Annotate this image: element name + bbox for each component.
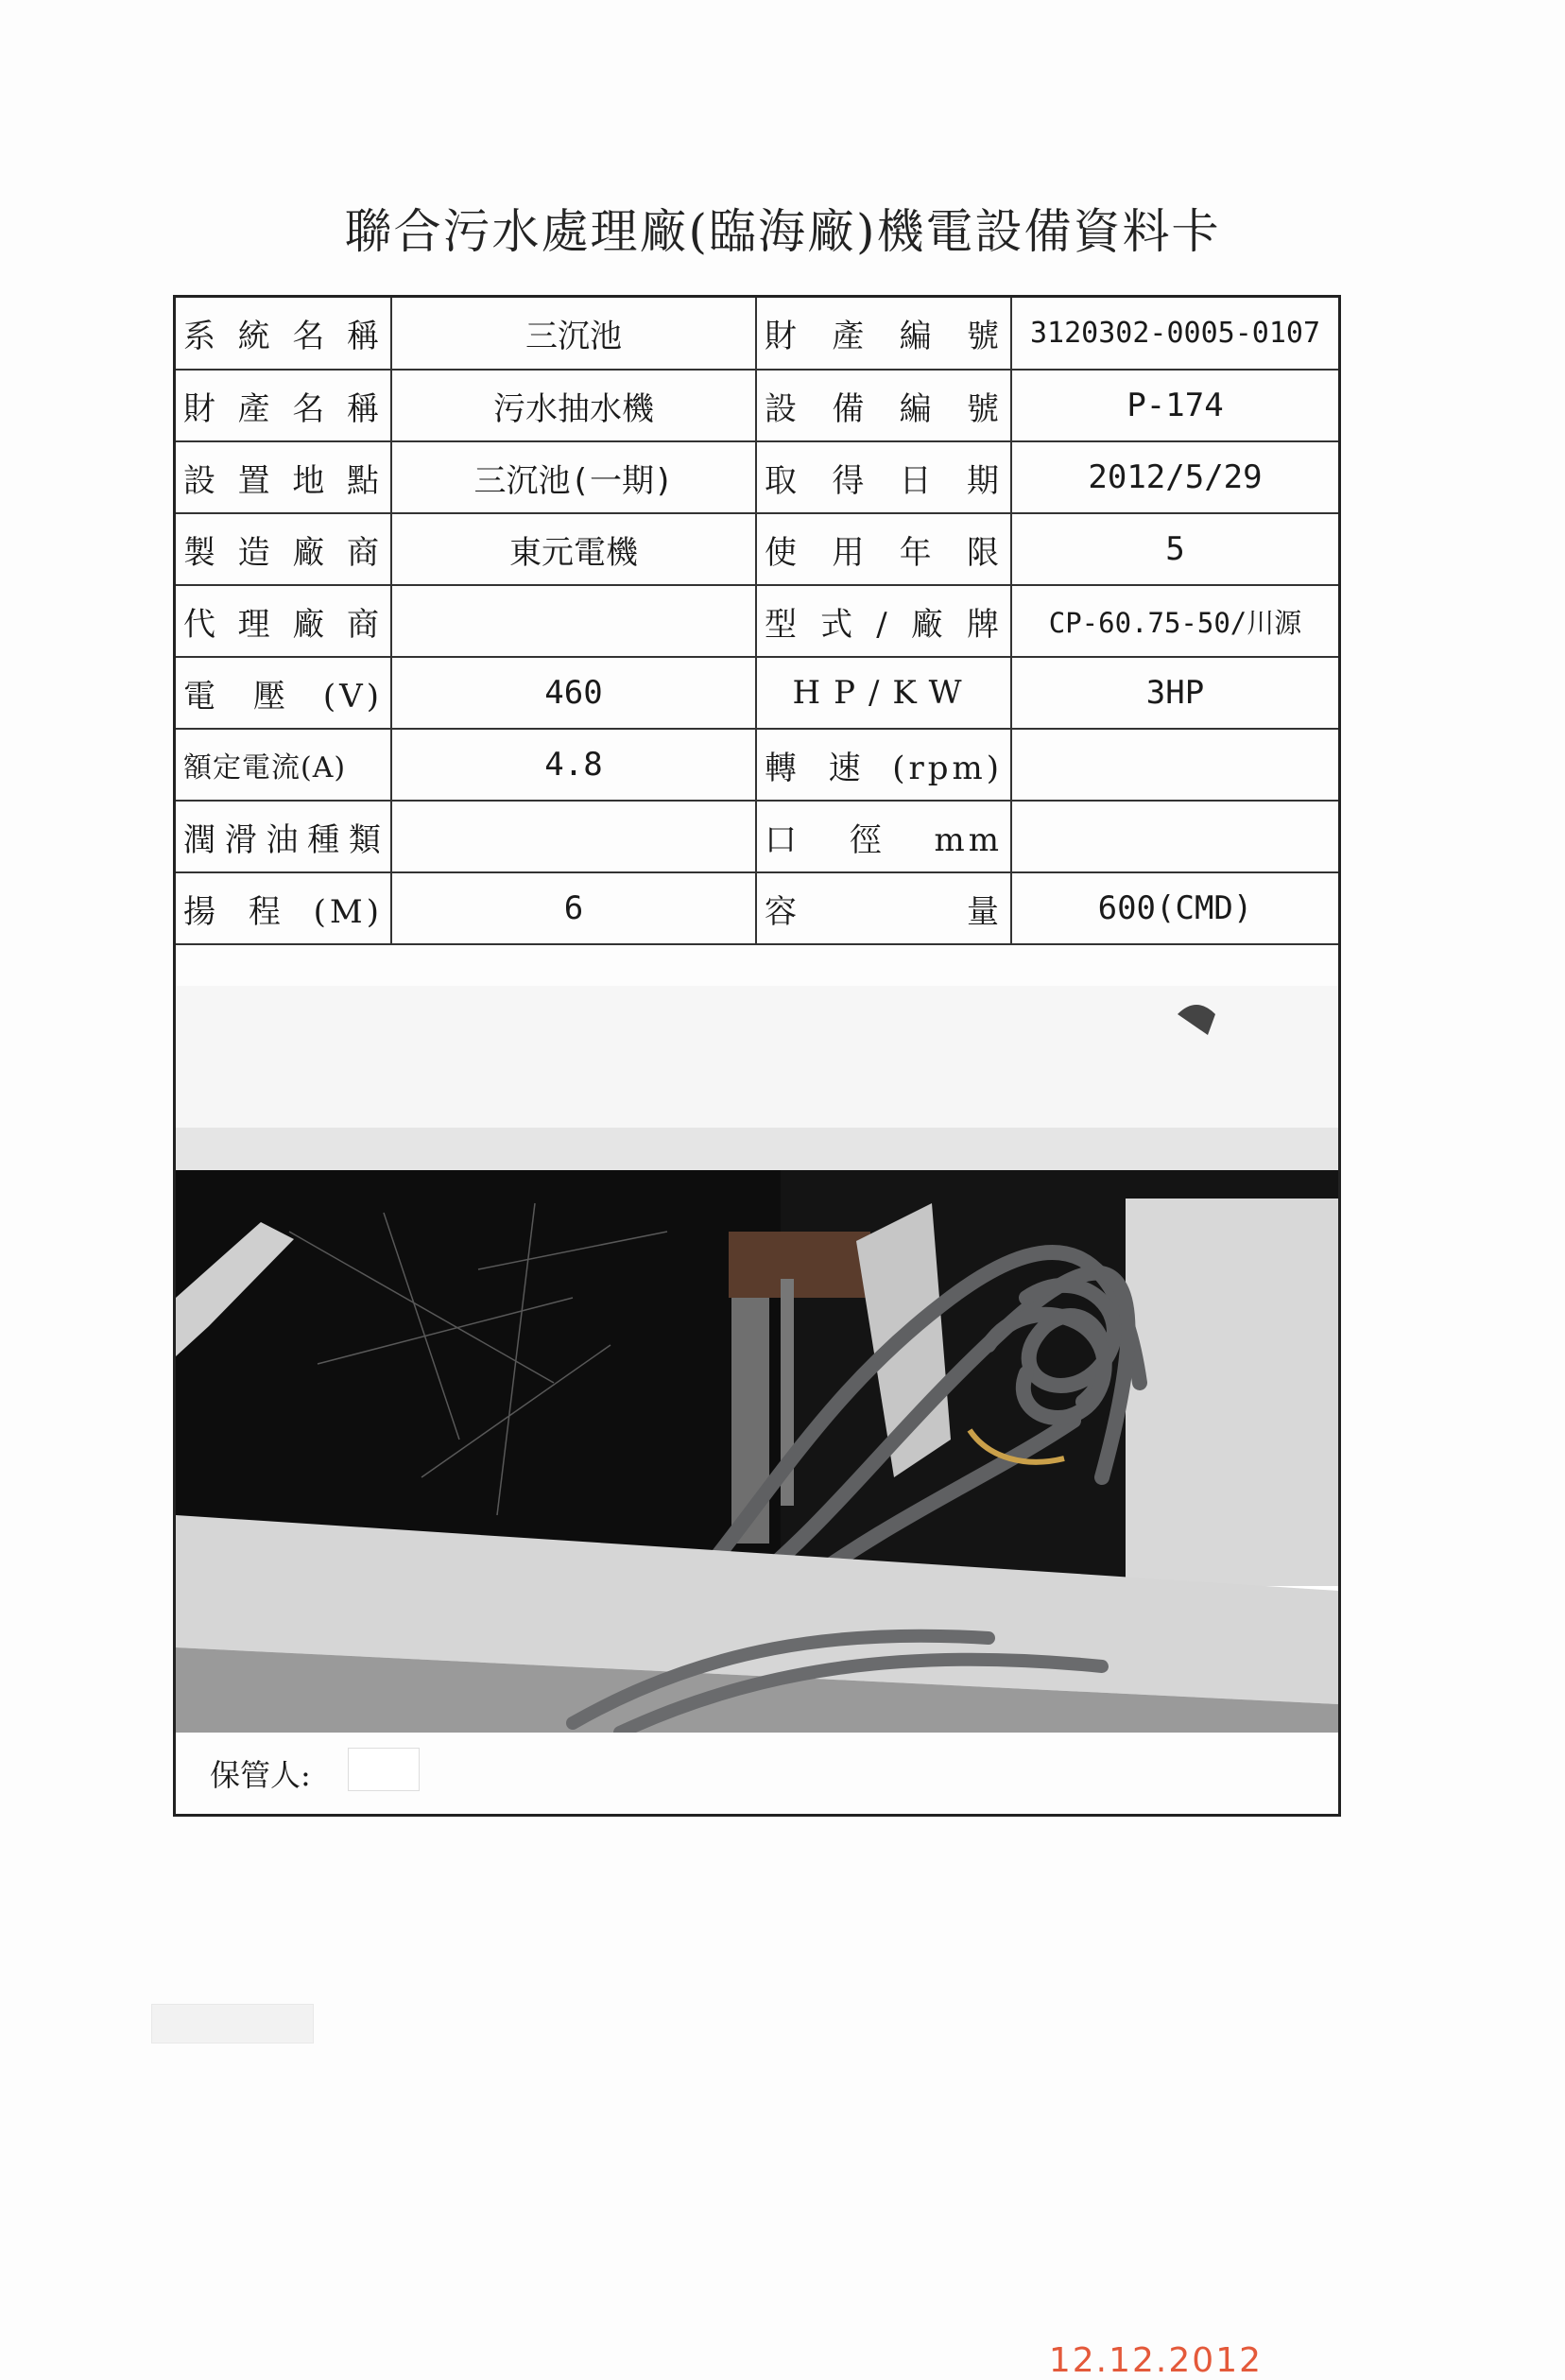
label-service-life: 使用年限 (756, 513, 1011, 585)
custodian-label: 保管人: (210, 1757, 311, 1793)
label-head: 揚程(M) (176, 872, 391, 944)
value-capacity: 600(CMD) (1011, 872, 1338, 944)
redacted-signature (348, 1748, 420, 1791)
value-service-life: 5 (1011, 513, 1338, 585)
table-row (176, 872, 1338, 944)
table-row (176, 441, 1338, 513)
card-title: 聯合污水處理廠(臨海廠)機電設備資料卡 (344, 204, 1221, 259)
table-row (176, 585, 1338, 657)
table-row (176, 298, 1338, 370)
label-bore: 口 徑 mm (756, 801, 1011, 872)
label-hp-kw: HP/KW (756, 657, 1011, 729)
label-location: 設置地點 (176, 441, 391, 513)
label-acquired-date: 取得日期 (756, 441, 1011, 513)
value-rated-current: 4.8 (391, 729, 756, 801)
table-row (176, 657, 1338, 729)
value-hp-kw: 3HP (1011, 657, 1338, 729)
value-asset-number: 3120302-0005-0107 (1011, 298, 1338, 370)
photo-date-stamp: 12.12.2012 (1048, 2341, 1263, 2380)
scan-artifact (151, 2004, 314, 2044)
label-capacity: 容 量 (756, 872, 1011, 944)
label-manufacturer: 製造廠商 (176, 513, 391, 585)
value-manufacturer: 東元電機 (391, 513, 756, 585)
label-system-name: 系統名稱 (176, 298, 391, 370)
equipment-card (173, 295, 1341, 2380)
value-model-brand: CP-60.75-50/川源 (1011, 585, 1338, 657)
value-system-name: 三沉池 (391, 298, 756, 370)
label-agent: 代理廠商 (176, 585, 391, 657)
pump-pit-photo (176, 986, 1338, 1733)
value-bore (1011, 801, 1338, 872)
label-model-brand: 型式/廠牌 (756, 585, 1011, 657)
value-speed (1011, 729, 1338, 801)
label-equipment-number: 設備編號 (756, 370, 1011, 441)
table-row (176, 729, 1338, 801)
label-asset-name: 財產名稱 (176, 370, 391, 441)
value-equipment-number: P-174 (1011, 370, 1338, 441)
value-acquired-date: 2012/5/29 (1011, 441, 1338, 513)
label-rated-current: 額定電流(A) (176, 729, 391, 801)
table-row (176, 801, 1338, 872)
value-lubricant (391, 801, 756, 872)
table-row (176, 370, 1338, 441)
value-location: 三沉池(一期) (391, 441, 756, 513)
value-agent (391, 585, 756, 657)
label-speed: 轉速(rpm) (756, 729, 1011, 801)
spec-table (176, 298, 1338, 945)
value-voltage: 460 (391, 657, 756, 729)
label-lubricant: 潤滑油種類 (176, 801, 391, 872)
label-asset-number: 財產編號 (756, 298, 1011, 370)
table-row (176, 513, 1338, 585)
value-head: 6 (391, 872, 756, 944)
label-voltage: 電壓(V) (176, 657, 391, 729)
value-asset-name: 污水抽水機 (391, 370, 756, 441)
